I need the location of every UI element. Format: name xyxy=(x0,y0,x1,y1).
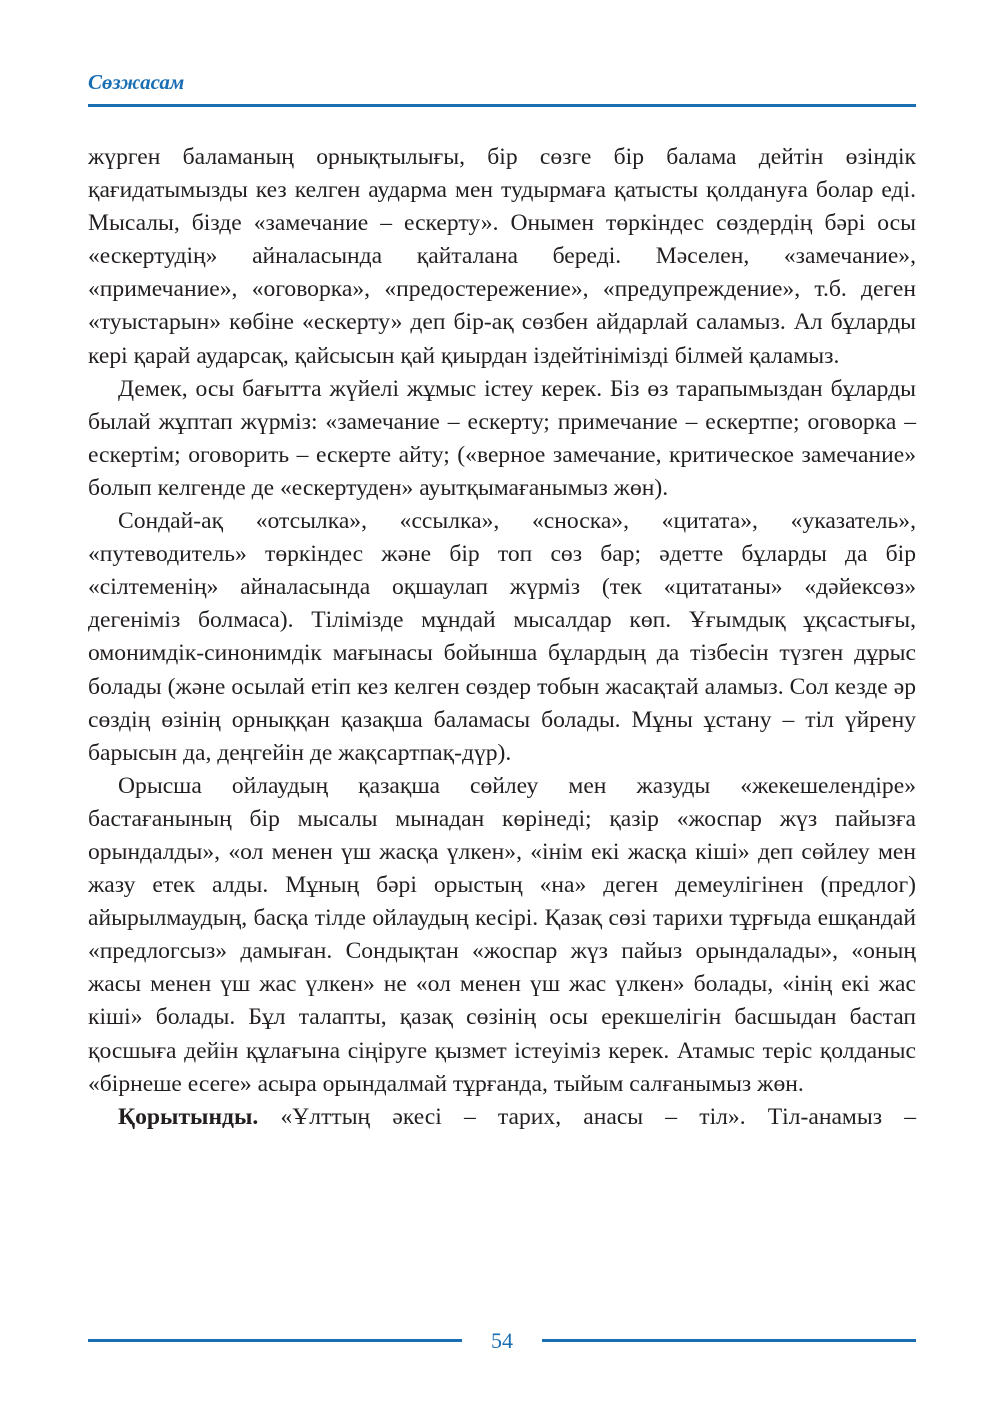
paragraph-conclusion xyxy=(88,1101,916,1134)
running-header-title: Сөзжасам xyxy=(88,70,185,94)
paragraph-3: Сондай-ақ «отсылка», «ссылка», «сноска», «цитата», «указатель», «путеводитель» төркіндес және бір топ сөз бар; әдетте бұларды да бір «сілтеменің» айналасында оқшаулап жүрміз (тек «цитатаны» «дәйексөз» дегеніміз болмаса). Тілімізде мұндай мысалдар көп. Ұғымдық ұқсастығы, омонимдік-синонимдік мағынасы бойынша бұлардың да тізбесін түзген дұрыс болады (және осылай етіп кез келген сөздер тобын жасақтай аламыз. Сол кезде әр сөздің өзінің орныққан қазақша баламасы болады. Мұны ұстану – тіл үйрену барысын да, деңгейін де жақсартпақ-дүр). xyxy=(88,508,916,766)
page-footer xyxy=(88,1326,916,1356)
conclusion-lead: Қорытынды. xyxy=(118,1103,259,1130)
paragraph-4: Орысша ойлаудың қазақша сөйлеу мен жазуды «жекешелендіре» бастағанының бір мысалы мынадан көрінеді; қазір «жоспар жүз пайызға орындалды», «ол менен үш жасқа үлкен», «інім екі жасқа кіші» деп сөйлеу мен жазу етек алды. Мұның бәрі орыстың «на» деген демеулігінен (предлог) айырылмаудың, басқа тілде ойлаудың кесірі. Қазақ сөзі тарихи тұрғыда ешқандай «предлогсыз» дамыған. Сондықтан «жоспар жүз пайыз орындалады», «оның жасы менен үш жас үлкен» не «ол менен үш жас үлкен» болады, «інің екі жас кіші» болады. Бұл талапты, қазақ сөзінің осы ерекшелігін басшыдан бастап қосшыға дейін құлағына сіңіруге қызмет істеуіміз керек. Атамыс теріс қолданыс «бірнеше есеге» асыра орындалмай тұрғанда, тыйым салғанымыз жөн. xyxy=(88,772,916,1097)
page-number: 54 xyxy=(491,1328,513,1353)
header-rule xyxy=(88,104,916,107)
paragraph-1: жүрген баламаның орнықтылығы, бір сөзге бір балама дейтін өзіндік қағидатымызды кез келген аударма мен тудырмаға қатысты қолдануға болар еді. Мысалы, бізде «замечание – ескерту». Онымен төркіндес сөздердің бәрі осы «ескертудің» айналасында қайталана береді. Мәселен, «замечание», «примечание», «оговорка», «предостережение», «предупреждение», т.б. деген «туыстарын» көбіне «ескерту» деп бір-ақ сөзбен айдарлай саламыз. Ал бұларды кері қарай аударсақ, қайсысын қай қиырдан іздейтінімізді білмей қаламыз. xyxy=(88,144,916,369)
body-text xyxy=(88,141,916,1134)
conclusion-text: «Ұлттың әкесі – тарих, анасы – тіл». Тіл-анамыз – xyxy=(258,1103,916,1130)
footer-rule-right xyxy=(542,1339,916,1342)
paragraph-2: Демек, осы бағытта жүйелі жұмыс істеу керек. Біз өз тарапымыздан бұларды былай жұптап жүрміз: «замечание – ескерту; примечание – ескертпе; оговорка – ескертім; оговорить – ескерте айту; («верное замечание, критическое замечание» болып келгенде де «ескертуден» ауытқымағанымыз жөн). xyxy=(88,375,916,501)
footer-rule-left xyxy=(88,1339,462,1342)
